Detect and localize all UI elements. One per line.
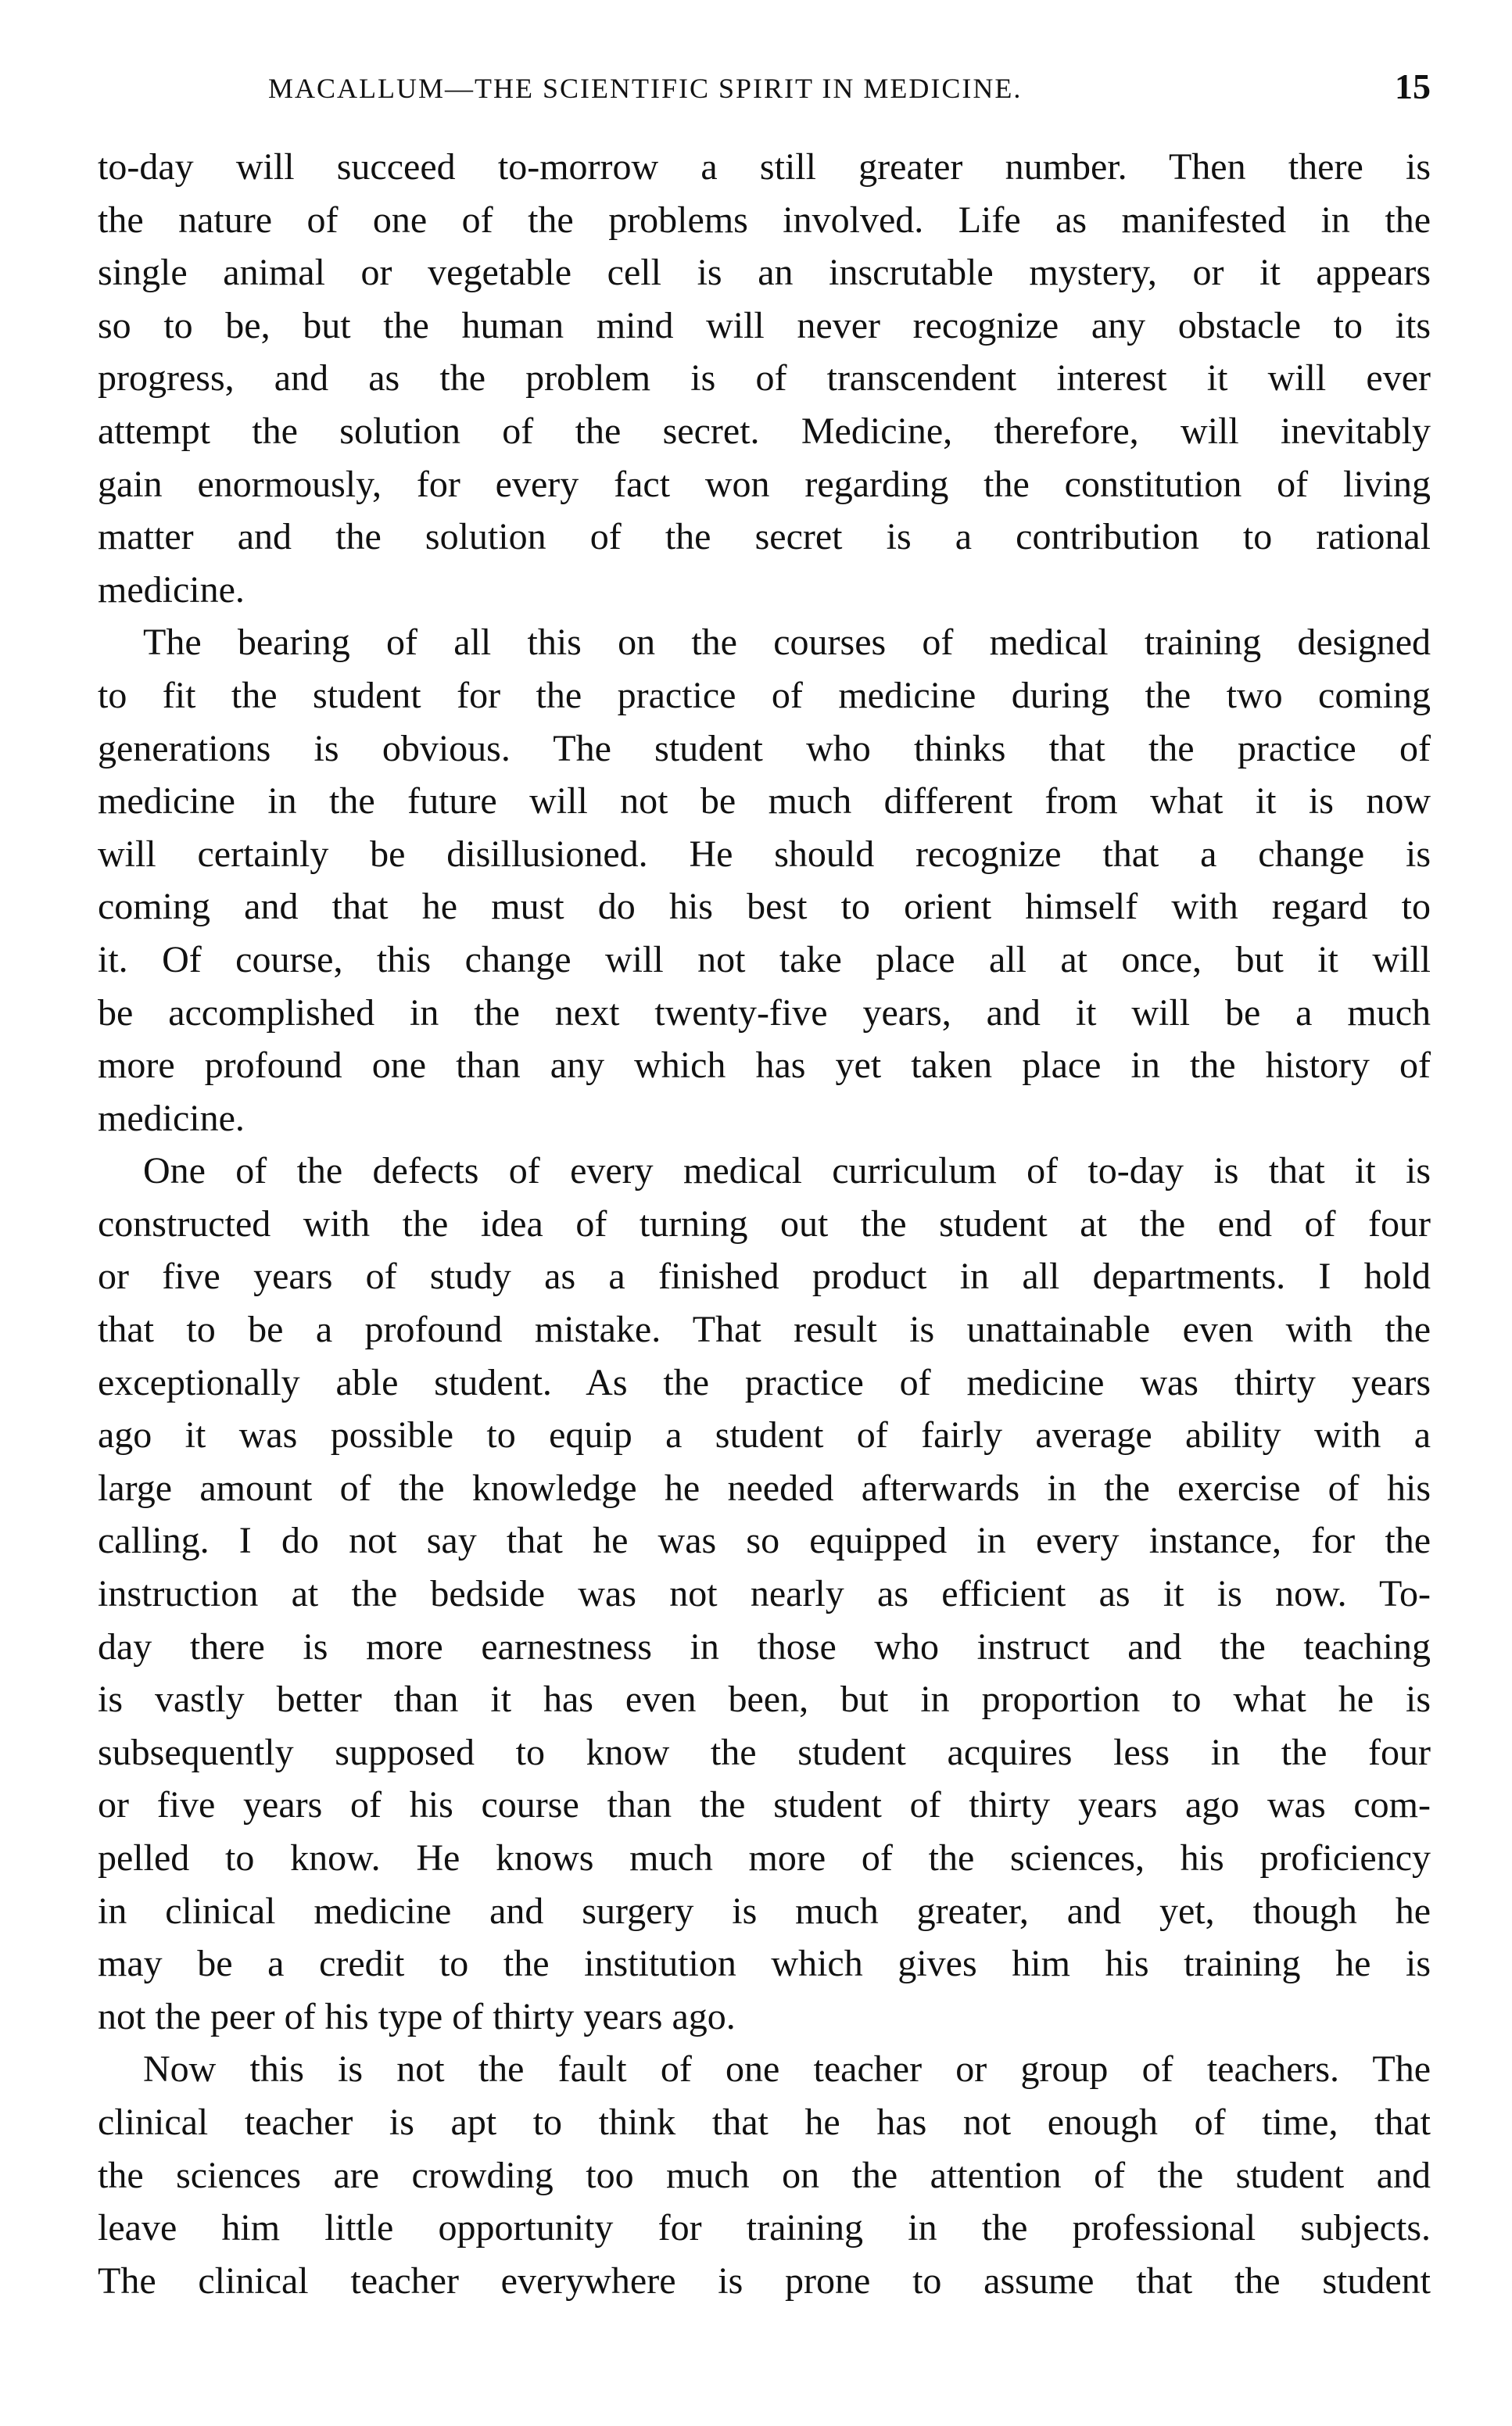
text-line: One of the defects of every medical curriculum of to-day is that it is [143, 1150, 1431, 1192]
text-line: large amount of the knowledge he needed afterwards in the exercise of his [98, 1467, 1431, 1509]
text-line: single animal or vegetable cell is an inscrutable mystery, or it appears [98, 252, 1431, 294]
paragraph-3 [98, 1145, 1431, 2043]
text-line: subsequently supposed to know the student acquires less in the four [98, 1731, 1431, 1773]
running-title: MACALLUM—THE SCIENTIFIC SPIRIT IN MEDICINE. [268, 73, 1023, 104]
text-line: Now this is not the fault of one teacher or group of teachers. The [143, 2048, 1431, 2091]
paragraph-1 [98, 141, 1431, 616]
text-line: gain enormously, for every fact won regarding the constitution of living [98, 463, 1431, 505]
text-line: leave him little opportunity for training in the professional subjects. [98, 2207, 1431, 2249]
text-line: instruction at the bedside was not nearly as efficient as it is now. To- [98, 1573, 1431, 1615]
paragraph-4 [98, 2043, 1431, 2307]
text-line: calling. I do not say that he was so equipped in every instance, for the [98, 1520, 1431, 1562]
text-line: not the peer of his type of thirty years ago. [98, 1995, 736, 2037]
text-line: coming and that he must do his best to orient himself with regard to [98, 886, 1431, 928]
text-line: The clinical teacher everywhere is prone to assume that the student [98, 2259, 1431, 2302]
text-line: day there is more earnestness in those who instruct and the teaching [98, 1625, 1431, 1668]
text-line: matter and the solution of the secret is a contribution to rational [98, 516, 1431, 558]
text-line: the nature of one of the problems involved. Life as manifested in the [98, 199, 1431, 241]
text-line: progress, and as the problem is of transcendent interest it will ever [98, 357, 1431, 400]
text-line: it. Of course, this change will not take place all at once, but it will [98, 938, 1431, 980]
text-line: more profound one than any which has yet taken place in the history of [98, 1045, 1431, 1087]
text-line: to-day will succeed to-morrow a still greater number. Then there is [98, 146, 1431, 188]
text-line: so to be, but the human mind will never recognize any obstacle to its [98, 304, 1431, 346]
text-line: may be a credit to the institution which gives him his training he is [98, 1943, 1431, 1985]
text-line: the sciences are crowding too much on the attention of the student and [98, 2154, 1431, 2196]
text-line: medicine. [98, 1097, 245, 1139]
text-line: that to be a profound mistake. That result is unattainable even with the [98, 1309, 1431, 1351]
text-line: generations is obvious. The student who thinks that the practice of [98, 727, 1431, 769]
text-line: in clinical medicine and surgery is much greater, and yet, though he [98, 1890, 1431, 1932]
page-number: 15 [1395, 66, 1431, 106]
text-line: ago it was possible to equip a student of fairly average ability with a [98, 1414, 1431, 1457]
text-line: constructed with the idea of turning out the student at the end of four [98, 1202, 1431, 1245]
text-line: is vastly better than it has even been, but in proportion to what he is [98, 1679, 1431, 1721]
running-head [98, 66, 1431, 119]
text-line: attempt the solution of the secret. Medicine, therefore, will inevitably [98, 410, 1431, 452]
body-text [98, 141, 1431, 2307]
text-line: medicine. [98, 568, 245, 611]
paragraph-2 [98, 616, 1431, 1145]
text-line: The bearing of all this on the courses of medical training designed [143, 622, 1431, 664]
text-line: pelled to know. He knows much more of the sciences, his proficiency [98, 1837, 1431, 1879]
text-line: medicine in the future will not be much different from what it is now [98, 780, 1431, 822]
text-line: to fit the student for the practice of medicine during the two coming [98, 674, 1431, 716]
text-line: be accomplished in the next twenty-five years, and it will be a much [98, 991, 1431, 1034]
text-line: or five years of study as a finished product in all departments. I hold [98, 1256, 1431, 1298]
text-line: or five years of his course than the student of thirty years ago was com- [98, 1784, 1431, 1826]
text-line: exceptionally able student. As the practice of medicine was thirty years [98, 1361, 1431, 1403]
text-line: will certainly be disillusioned. He should recognize that a change is [98, 833, 1431, 875]
text-line: clinical teacher is apt to think that he has not enough of time, that [98, 2101, 1431, 2143]
